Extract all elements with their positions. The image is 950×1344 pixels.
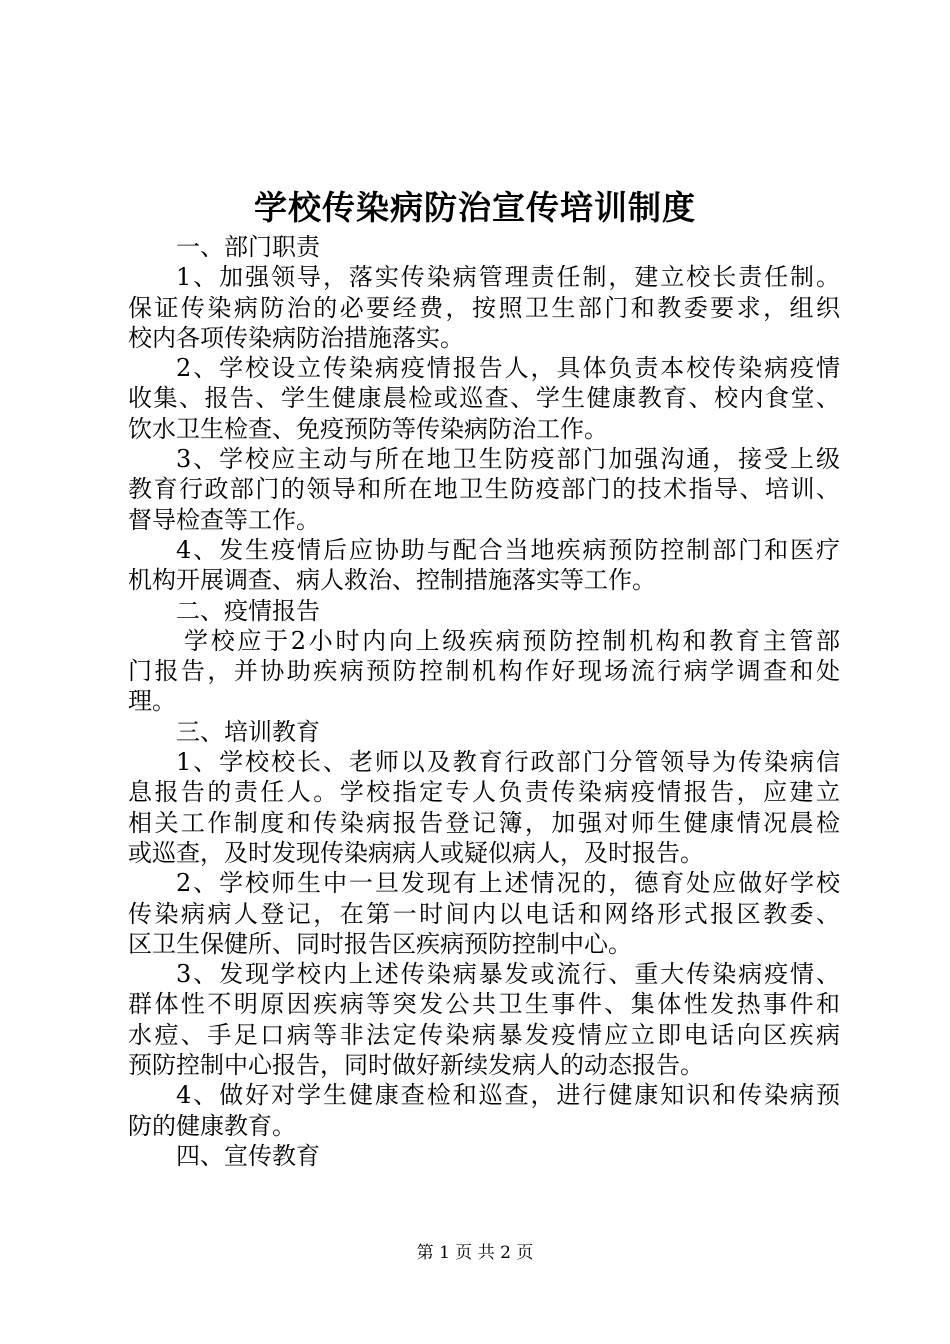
paragraph-line: 督导检查等工作。 [128, 505, 320, 534]
paragraph-line: 2、学校师生中一旦发现有上述情况的，德育处应做好学校 [176, 869, 840, 898]
paragraph-line: 3、发现学校内上述传染病暴发或流行、重大传染病疫情、 [176, 960, 840, 989]
document-body [128, 232, 840, 1171]
paragraph-line: 3、学校应主动与所在地卫生防疫部门加强沟通，接受上级 [176, 445, 840, 474]
paragraph-line: 水痘、手足口病等非法定传染病暴发疫情应立即电话向区疾病 [128, 1020, 840, 1049]
paragraph-line: 息报告的责任人。学校指定专人负责传染病疫情报告，应建立 [128, 778, 840, 807]
paragraph-line: 防的健康教育。 [128, 1111, 296, 1140]
paragraph-line: 相关工作制度和传染病报告登记簿，加强对师生健康情况晨检 [128, 808, 840, 837]
paragraph-line: 收集、报告、学生健康晨检或巡查、学生健康教育、校内食堂、 [128, 384, 840, 413]
paragraph-line: 传染病病人登记，在第一时间内以电话和网络形式报区教委、 [128, 899, 840, 928]
paragraph-line: 机构开展调查、病人救治、控制措施落实等工作。 [128, 566, 656, 595]
page-number-footer: 第 1 页 共 2 页 [416, 1243, 534, 1263]
paragraph-line: 预防控制中心报告，同时做好新续发病人的动态报告。 [128, 1051, 704, 1080]
paragraph-line: 群体性不明原因疾病等突发公共卫生事件、集体性发热事件和 [128, 990, 840, 1019]
paragraph-line: 校内各项传染病防治措施落实。 [128, 323, 464, 352]
paragraph-line: 1、加强领导，落实传染病管理责任制，建立校长责任制。 [176, 263, 840, 292]
paragraph-line: 保证传染病防治的必要经费，按照卫生部门和教委要求，组织 [128, 293, 840, 322]
document-title: 学校传染病防治宣传培训制度 [254, 188, 696, 227]
paragraph-line: 或巡查，及时发现传染病病人或疑似病人，及时报告。 [128, 838, 704, 867]
section-heading: 三、培训教育 [176, 717, 320, 746]
paragraph-line: 学校应于2小时内向上级疾病预防控制机构和教育主管部 [184, 626, 840, 655]
paragraph-line: 1、学校校长、老师以及教育行政部门分管领导为传染病信 [176, 748, 840, 777]
section-heading: 二、疫情报告 [176, 596, 320, 625]
paragraph-line: 区卫生保健所、同时报告区疾病预防控制中心。 [128, 929, 632, 958]
paragraph-line: 教育行政部门的领导和所在地卫生防疫部门的技术指导、培训、 [128, 475, 840, 504]
paragraph-line: 2、学校设立传染病疫情报告人，具体负责本校传染病疫情 [176, 354, 840, 383]
section-heading: 四、宣传教育 [176, 1141, 320, 1170]
paragraph-line: 理。 [128, 687, 176, 716]
paragraph-line: 门报告，并协助疾病预防控制机构作好现场流行病学调查和处 [128, 657, 840, 686]
paragraph-line: 4、做好对学生健康查检和巡查，进行健康知识和传染病预 [176, 1081, 840, 1110]
section-heading: 一、部门职责 [176, 233, 320, 261]
paragraph-line: 饮水卫生检查、免疫预防等传染病防治工作。 [128, 414, 608, 443]
paragraph-line: 4、发生疫情后应协助与配合当地疾病预防控制部门和医疗 [176, 535, 840, 564]
